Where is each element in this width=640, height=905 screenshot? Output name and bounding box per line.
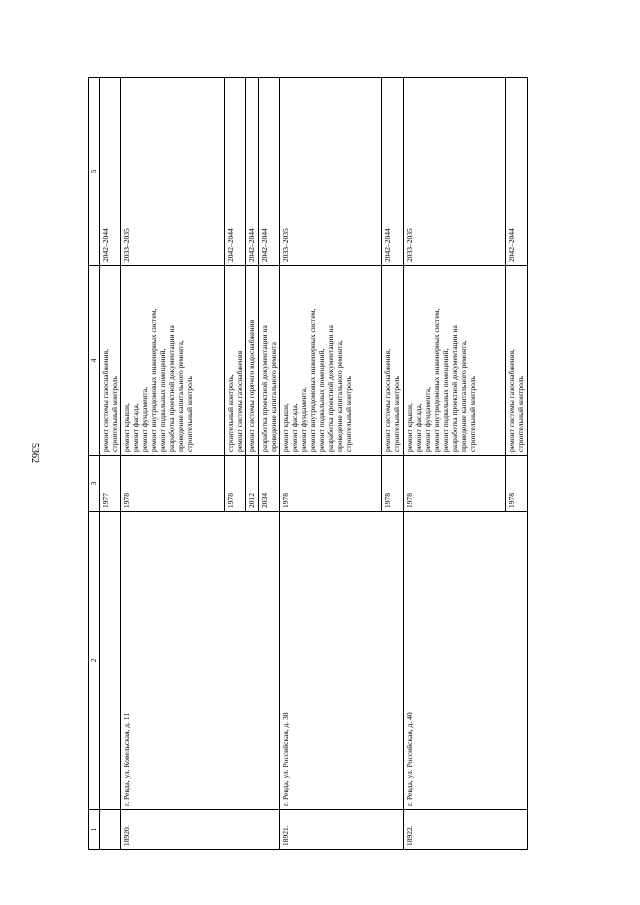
header-cell: 5 [89, 78, 100, 266]
work-item: ремонт крыши, [405, 403, 414, 452]
period-cell: 2042–2044 [246, 78, 259, 266]
table-row [404, 78, 506, 850]
address-cell: г. Ревда, ул. Российская, д. 40 [404, 512, 528, 810]
work-item: строительный контроль [185, 376, 194, 452]
work-item: строительный контроль [468, 376, 477, 452]
period-cell: 2042–2044 [225, 78, 246, 266]
work-item: ремонт внутридомовых инженерных систем, [432, 308, 441, 452]
row-number-cell [100, 810, 121, 850]
work-item: строительный контроль, [226, 374, 235, 452]
period-cell: 2033–2035 [404, 78, 506, 266]
work-item: ремонт фундамента, [423, 387, 432, 452]
work-item: ремонт системы газоснабжения, [101, 348, 110, 452]
header-cell: 4 [89, 266, 100, 456]
work-item: ремонт крыши, [281, 403, 290, 452]
work-item: проведение капитального ремонта [269, 342, 278, 452]
works-cell [259, 266, 280, 456]
work-item: ремонт внутридомовых инженерных систем, [308, 308, 317, 452]
work-item: ремонт внутридомовых инженерных систем, [149, 308, 158, 452]
work-item: ремонт фасада, [131, 403, 140, 452]
work-item: ремонт системы газоснабжения, [507, 348, 516, 452]
period-cell: 2042–2044 [382, 78, 404, 266]
work-item: проведение капитального ремонта, [459, 340, 468, 452]
works-cell [100, 266, 121, 456]
work-item: ремонт подвальных помещений, [317, 348, 326, 452]
work-item: ремонт системы газоснабжения, [383, 348, 392, 452]
works-cell [382, 266, 404, 456]
year-cell: 2034 [259, 456, 280, 512]
works-cell [506, 266, 528, 456]
work-item: ремонт фундамента, [140, 387, 149, 452]
work-item: строительный контроль [110, 376, 119, 452]
period-cell: 2033–2035 [121, 78, 225, 266]
year-cell: 1978 [121, 456, 225, 512]
row-number-cell: 18920. [121, 810, 280, 850]
address-cell [100, 512, 121, 810]
works-cell [404, 266, 506, 456]
work-item: разработка проектной документации на [167, 325, 176, 452]
row-number-cell: 18921. [280, 810, 404, 850]
header-row [89, 78, 100, 850]
work-item: разработка проектной документации на [260, 325, 269, 452]
period-cell: 2042–2044 [100, 78, 121, 266]
period-cell: 2042–2044 [259, 78, 280, 266]
year-cell: 2012 [246, 456, 259, 512]
period-cell: 2042–2044 [506, 78, 528, 266]
page-number: 5362 [29, 443, 40, 463]
work-item: ремонт фасада, [414, 403, 423, 452]
header-cell: 2 [89, 512, 100, 810]
year-cell: 1978 [404, 456, 506, 512]
work-item: проведение капитального ремонта, [176, 340, 185, 452]
period-cell: 2033–2035 [280, 78, 382, 266]
table-row [280, 78, 382, 850]
work-item: строительный контроль [516, 376, 525, 452]
address-cell: г. Ревда, ул. Ковельская, д. 11 [121, 512, 280, 810]
work-item: строительный контроль [344, 376, 353, 452]
row-number-cell: 18922. [404, 810, 528, 850]
work-item: ремонт подвальных помещений, [441, 348, 450, 452]
work-item: разработка проектной документации на [450, 325, 459, 452]
work-item: ремонт системы горячего водоснабжения [247, 319, 256, 452]
work-item: строительный контроль [392, 376, 401, 452]
work-item: разработка проектной документации на [326, 325, 335, 452]
work-item: ремонт системы газоснабжения [235, 350, 244, 452]
table-row [121, 78, 225, 850]
works-cell [121, 266, 225, 456]
work-item: ремонт подвальных помещений, [158, 348, 167, 452]
year-cell: 1978 [382, 456, 404, 512]
works-cell [246, 266, 259, 456]
year-cell: 1978 [225, 456, 246, 512]
work-item: ремонт крыши, [122, 403, 131, 452]
header-cell: 3 [89, 456, 100, 512]
table-container [88, 78, 530, 850]
works-cell [280, 266, 382, 456]
works-cell [225, 266, 246, 456]
header-cell: 1 [89, 810, 100, 850]
year-cell: 1978 [506, 456, 528, 512]
work-item: проведение капитального ремонта, [335, 340, 344, 452]
year-cell: 1977 [100, 456, 121, 512]
table-row [100, 78, 121, 850]
year-cell: 1978 [280, 456, 382, 512]
work-item: ремонт фундамента, [299, 387, 308, 452]
address-cell: г. Ревда, ул. Российская, д. 38 [280, 512, 404, 810]
work-item: ремонт фасада, [290, 403, 299, 452]
repair-schedule-table [88, 77, 528, 850]
